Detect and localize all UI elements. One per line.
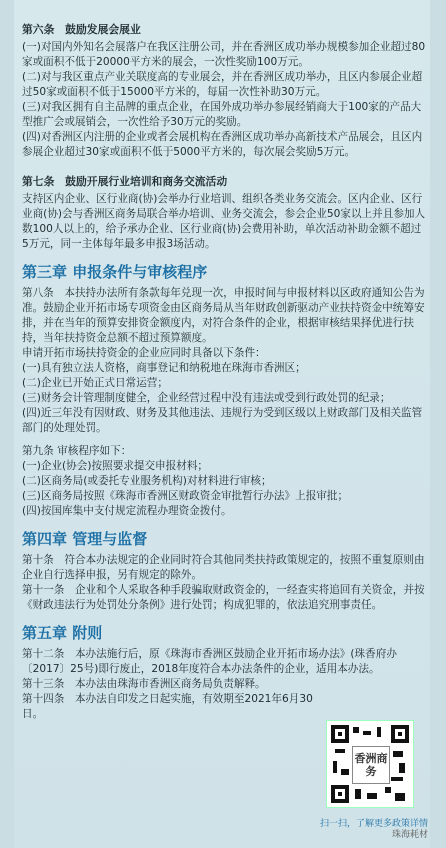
article-11-body: 第十一条 企业和个人采取各种手段骗取财政资金的，一经查实将追回有关资金，并按《财政违法行为处罚处分条例》进行处罚；构成犯罪的，依法追究刑事责任。 — [22, 584, 425, 611]
document-content — [22, 16, 426, 722]
article-6-item-4: (四)对香洲区内注册的企业或者会展机构在香洲区成功举办高新技术产品展会，且区内参展企业超过30家或面积不低于5000平方米的，每次展会奖励5万元。 — [22, 131, 423, 158]
article-6-item-3: (三)对我区拥有自主品牌的重点企业，在国外成功举办参展经销商大于100家的产品大型推广会或展销会，一次性给予30万元的奖励。 — [22, 101, 422, 128]
chapter-4-title: 第四章 管理与监督 — [22, 530, 148, 548]
chapter-5-title: 第五章 附则 — [22, 624, 103, 642]
article-8-item-3: (三)财务会计管理制度健全，企业经营过程中没有违法或受到行政处罚的纪录； — [22, 392, 391, 404]
chapter-3-title: 第三章 申报条件与审核程序 — [22, 263, 208, 281]
article-6-heading: 第六条 鼓励发展会展业 — [22, 23, 141, 36]
article-6-item-2: (二)对与我区重点产业关联度高的专业展会，并在香洲区成功举办，且区内参展企业超过50家或面积不低于15000平方米的，每届一次性补助30万元。 — [22, 71, 423, 98]
qr-code-block — [320, 720, 429, 829]
article-9-item-3: (三)区商务局按照《珠海市香洲区财政资金审批暂行办法》上报审批； — [22, 490, 349, 502]
article-9-item-1: (一)企业(协会)按照要求提交申报材料； — [22, 460, 209, 472]
article-8-intro: 申请开拓市场扶持资金的企业应同时具备以下条件： — [22, 347, 266, 359]
article-8-item-2: (二)企业已开始正式日常运营； — [22, 377, 168, 389]
article-10-body: 第十条 符合本办法规定的企业同时符合其他同类扶持政策规定的，按照不重复原则由企业自行选择申报，另有规定的除外。 — [22, 554, 425, 581]
article-9-heading: 第九条 审核程序如下： — [22, 445, 132, 457]
qr-caption: 扫一扫，了解更多政策详情 — [320, 819, 429, 829]
article-9-item-2: (二)区商务局(或委托专业服务机构)对材料进行审核； — [22, 475, 272, 487]
article-9-item-4: (四)按国库集中支付规定流程办理资金拨付。 — [22, 505, 232, 517]
article-8-item-4: (四)近三年没有因财政、财务及其他违法、违规行为受到区级以上财政部门及相关监管部门的处理处罚。 — [22, 407, 423, 434]
article-7-body: 支持区内企业、区行业商(协)会举办行业培训、组织各类业务交流会。区内企业、区行业商(协)会与香洲区商务局联合举办培训、业务交流会，参会企业50家以上并且参加人数100人以上的，给予承办企业、区行业商(协)会费用补助，单次活动补助金额不超过5万元，同一主体每年最多申报3场活动。 — [22, 193, 426, 250]
article-8-body: 第八条 本扶持办法所有条款每年兑现一次，申报时间与申报材料以区政府通知公告为准。鼓励企业开拓市场专项资金由区商务局从当年财政创新驱动产业扶持资金中统筹安排，并在当年的预算安排资金额度内，对符合条件的企业，根据审核结果择优进行扶持，当年扶持资金总额不超过预算额度。 — [22, 287, 425, 344]
article-6-item-1: (一)对国内外知名会展落户在我区注册公司，并在香洲区成功举办规模参加企业超过80家或面积不低于20000平方米的展会，一次性奖励100万元。 — [22, 41, 426, 68]
article-7-heading: 第七条 鼓励开展行业培训和商务交流活动 — [22, 175, 228, 188]
qr-center-logo: 香洲商务 — [352, 746, 390, 784]
document-page — [14, 0, 430, 848]
article-14-body: 第十四条 本办法自印发之日起实施，有效期至2021年6月30日。 — [22, 693, 313, 720]
article-13-body: 第十三条 本办法由珠海市香洲区商务局负责解释。 — [22, 678, 266, 690]
article-8-item-1: (一)具有独立法人资格，商事登记和纳税地在珠海市香洲区； — [22, 362, 306, 374]
watermark: 珠海耗材 — [391, 830, 428, 840]
qr-code-image[interactable] — [326, 720, 414, 808]
article-12-body: 第十二条 本办法施行后，原《珠海市香洲区鼓励企业开拓市场办法》(珠香府办〔2017〕25号)即行废止，2018年度符合本办法条件的企业，适用本办法。 — [22, 648, 397, 675]
